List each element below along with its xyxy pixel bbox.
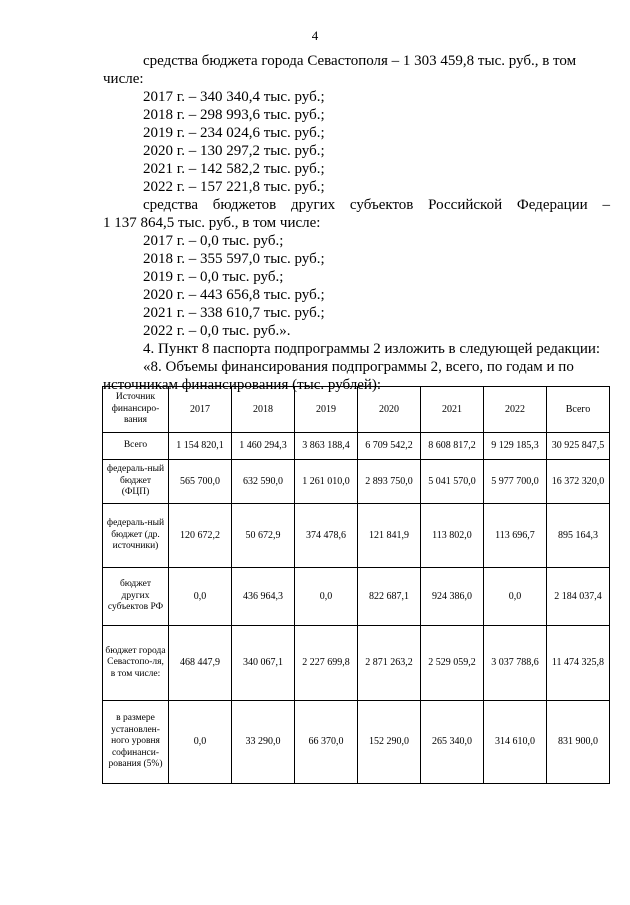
table-cell: 113 696,7 <box>484 504 547 568</box>
table-cell: 0,0 <box>169 568 232 626</box>
column-header: 2017 <box>169 387 232 433</box>
table-cell: 0,0 <box>484 568 547 626</box>
row-label: бюджет других субъектов РФ <box>103 568 169 626</box>
table-cell: 314 610,0 <box>484 701 547 784</box>
table-cell: 9 129 185,3 <box>484 433 547 460</box>
row-label: в размере установлен-ного уровня софинанси-рования (5%) <box>103 701 169 784</box>
table-cell: 2 529 059,2 <box>421 626 484 701</box>
table-cell: 831 900,0 <box>547 701 610 784</box>
year-line: 2017 г. – 0,0 тыс. руб.; <box>143 233 284 249</box>
row-label: Всего <box>103 433 169 460</box>
table-cell: 1 460 294,3 <box>232 433 295 460</box>
table-row <box>103 504 610 568</box>
table-cell: 895 164,3 <box>547 504 610 568</box>
page-number: 4 <box>311 28 319 43</box>
year-line: 2020 г. – 130 297,2 тыс. руб.; <box>143 143 325 159</box>
column-header: 2020 <box>358 387 421 433</box>
table-row <box>103 460 610 504</box>
table-cell: 822 687,1 <box>358 568 421 626</box>
table-cell: 0,0 <box>169 701 232 784</box>
year-line: 2022 г. – 0,0 тыс. руб.». <box>143 323 291 339</box>
table-cell: 50 672,9 <box>232 504 295 568</box>
table-cell: 565 700,0 <box>169 460 232 504</box>
column-header: 2021 <box>421 387 484 433</box>
table-cell: 3 863 188,4 <box>295 433 358 460</box>
paragraph-line: «8. Объемы финансирования подпрограммы 2, всего, по годам и по <box>143 359 574 375</box>
column-header: Всего <box>547 387 610 433</box>
year-line: 2021 г. – 142 582,2 тыс. руб.; <box>143 161 325 177</box>
table-cell: 374 478,6 <box>295 504 358 568</box>
table-cell: 8 608 817,2 <box>421 433 484 460</box>
table-cell: 5 041 570,0 <box>421 460 484 504</box>
table-cell: 2 227 699,8 <box>295 626 358 701</box>
table-cell: 121 841,9 <box>358 504 421 568</box>
year-line: 2018 г. – 298 993,6 тыс. руб.; <box>143 107 325 123</box>
table-row <box>103 701 610 784</box>
paragraph-line: 1 137 864,5 тыс. руб., в том числе: <box>103 215 321 231</box>
table-cell: 632 590,0 <box>232 460 295 504</box>
paragraph-line: средства бюджетов других субъектов Российской Федерации – <box>143 197 610 213</box>
table-cell: 1 154 820,1 <box>169 433 232 460</box>
table-cell: 2 871 263,2 <box>358 626 421 701</box>
table-cell: 152 290,0 <box>358 701 421 784</box>
table-row <box>103 626 610 701</box>
column-header: Источник финансиро-вания <box>103 387 169 433</box>
table-cell: 340 067,1 <box>232 626 295 701</box>
financing-table <box>102 386 610 784</box>
table-cell: 265 340,0 <box>421 701 484 784</box>
table-cell: 468 447,9 <box>169 626 232 701</box>
paragraph-line: источникам финансирования (тыс. рублей): <box>103 377 382 393</box>
row-label: федераль-ный бюджет (ФЦП) <box>103 460 169 504</box>
table-cell: 113 802,0 <box>421 504 484 568</box>
year-line: 2021 г. – 338 610,7 тыс. руб.; <box>143 305 325 321</box>
year-line: 2017 г. – 340 340,4 тыс. руб.; <box>143 89 325 105</box>
table-row <box>103 433 610 460</box>
table-cell: 16 372 320,0 <box>547 460 610 504</box>
paragraph-line: 4. Пункт 8 паспорта подпрограммы 2 изложить в следующей редакции: <box>143 341 601 357</box>
year-line: 2019 г. – 0,0 тыс. руб.; <box>143 269 284 285</box>
table-cell: 120 672,2 <box>169 504 232 568</box>
year-line: 2022 г. – 157 221,8 тыс. руб.; <box>143 179 325 195</box>
table-cell: 66 370,0 <box>295 701 358 784</box>
table-cell: 2 893 750,0 <box>358 460 421 504</box>
table-cell: 30 925 847,5 <box>547 433 610 460</box>
row-label: бюджет города Севастопо-ля, в том числе: <box>103 626 169 701</box>
year-line: 2019 г. – 234 024,6 тыс. руб.; <box>143 125 325 141</box>
table-header-row <box>103 387 610 433</box>
table-cell: 2 184 037,4 <box>547 568 610 626</box>
column-header: 2019 <box>295 387 358 433</box>
column-header: 2022 <box>484 387 547 433</box>
table-cell: 11 474 325,8 <box>547 626 610 701</box>
table-row <box>103 568 610 626</box>
paragraph-line: числе: <box>103 71 144 87</box>
column-header: 2018 <box>232 387 295 433</box>
paragraph-line: средства бюджета города Севастополя – 1 303 459,8 тыс. руб., в том <box>143 53 577 69</box>
document-body <box>103 52 610 394</box>
table-cell: 6 709 542,2 <box>358 433 421 460</box>
year-line: 2020 г. – 443 656,8 тыс. руб.; <box>143 287 325 303</box>
table-cell: 3 037 788,6 <box>484 626 547 701</box>
table-cell: 436 964,3 <box>232 568 295 626</box>
table-cell: 924 386,0 <box>421 568 484 626</box>
table-cell: 0,0 <box>295 568 358 626</box>
table-cell: 5 977 700,0 <box>484 460 547 504</box>
year-line: 2018 г. – 355 597,0 тыс. руб.; <box>143 251 325 267</box>
table-cell: 1 261 010,0 <box>295 460 358 504</box>
table-cell: 33 290,0 <box>232 701 295 784</box>
row-label: федераль-ный бюджет (др. источники) <box>103 504 169 568</box>
